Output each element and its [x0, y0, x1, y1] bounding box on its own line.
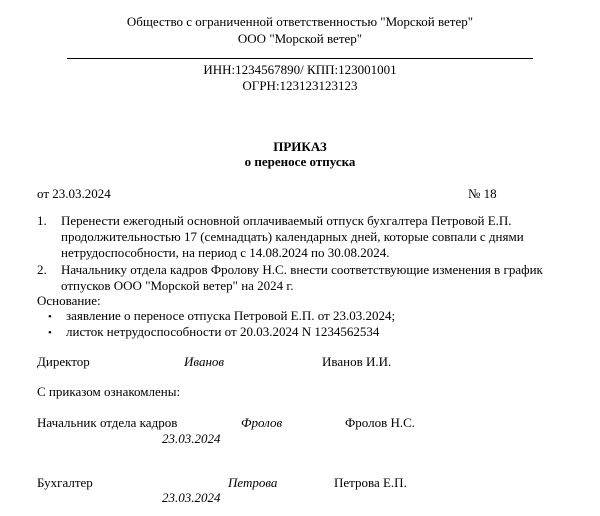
- item-line: нетрудоспособности, на период с 14.08.2024 по 30.08.2024.: [61, 245, 390, 260]
- order-date: от 23.03.2024: [37, 186, 111, 201]
- signer-date: 23.03.2024: [162, 431, 221, 446]
- org-full-name: Общество с ограниченной ответственностью "Морской ветер": [126, 14, 474, 29]
- item-line: Перенести ежегодный основной оплачиваемый отпуск бухгалтера Петровой Е.П.: [61, 213, 512, 228]
- director-name: Иванов И.И.: [322, 354, 392, 369]
- ogrn: ОГРН:123123123123: [242, 78, 358, 93]
- item-number: 1.: [37, 213, 47, 228]
- signer-name: Петрова Е.П.: [334, 475, 407, 490]
- acquainted-label: С приказом ознакомлены:: [37, 384, 181, 399]
- basis-entry: листок нетрудоспособности от 20.03.2024 N 1234562534: [66, 324, 380, 339]
- header-divider: [67, 58, 533, 59]
- director-signature: Иванов: [184, 354, 225, 369]
- bullet-icon: •: [48, 311, 52, 323]
- signer-name: Фролов Н.С.: [345, 415, 416, 430]
- signer-role: Начальник отдела кадров: [37, 415, 178, 430]
- item-number: 2.: [37, 262, 47, 277]
- order-title: ПРИКАЗ: [273, 139, 327, 154]
- inn-kpp: ИНН:1234567890/ КПП:123001001: [203, 62, 397, 77]
- order-subtitle: о переносе отпуска: [244, 154, 356, 169]
- bullet-icon: •: [48, 327, 52, 339]
- signer-signature: Фролов: [241, 415, 283, 430]
- item-line: продолжительностью 17 (семнадцать) календарных дней, которые совпали с днями: [61, 229, 524, 244]
- org-short-name: ООО "Морской ветер": [237, 31, 363, 46]
- item-line: отпусков ООО "Морской ветер" на 2024 г.: [61, 278, 294, 293]
- signer-signature: Петрова: [228, 475, 278, 490]
- signer-role: Бухгалтер: [37, 475, 93, 490]
- order-number: № 18: [468, 186, 497, 201]
- basis-label: Основание:: [37, 293, 101, 308]
- basis-entry: заявление о переносе отпуска Петровой Е.П. от 23.03.2024;: [66, 308, 396, 323]
- director-role: Директор: [37, 354, 90, 369]
- item-line: Начальнику отдела кадров Фролову Н.С. внести соответствующие изменения в график: [61, 262, 543, 277]
- signer-date: 23.03.2024: [162, 490, 221, 505]
